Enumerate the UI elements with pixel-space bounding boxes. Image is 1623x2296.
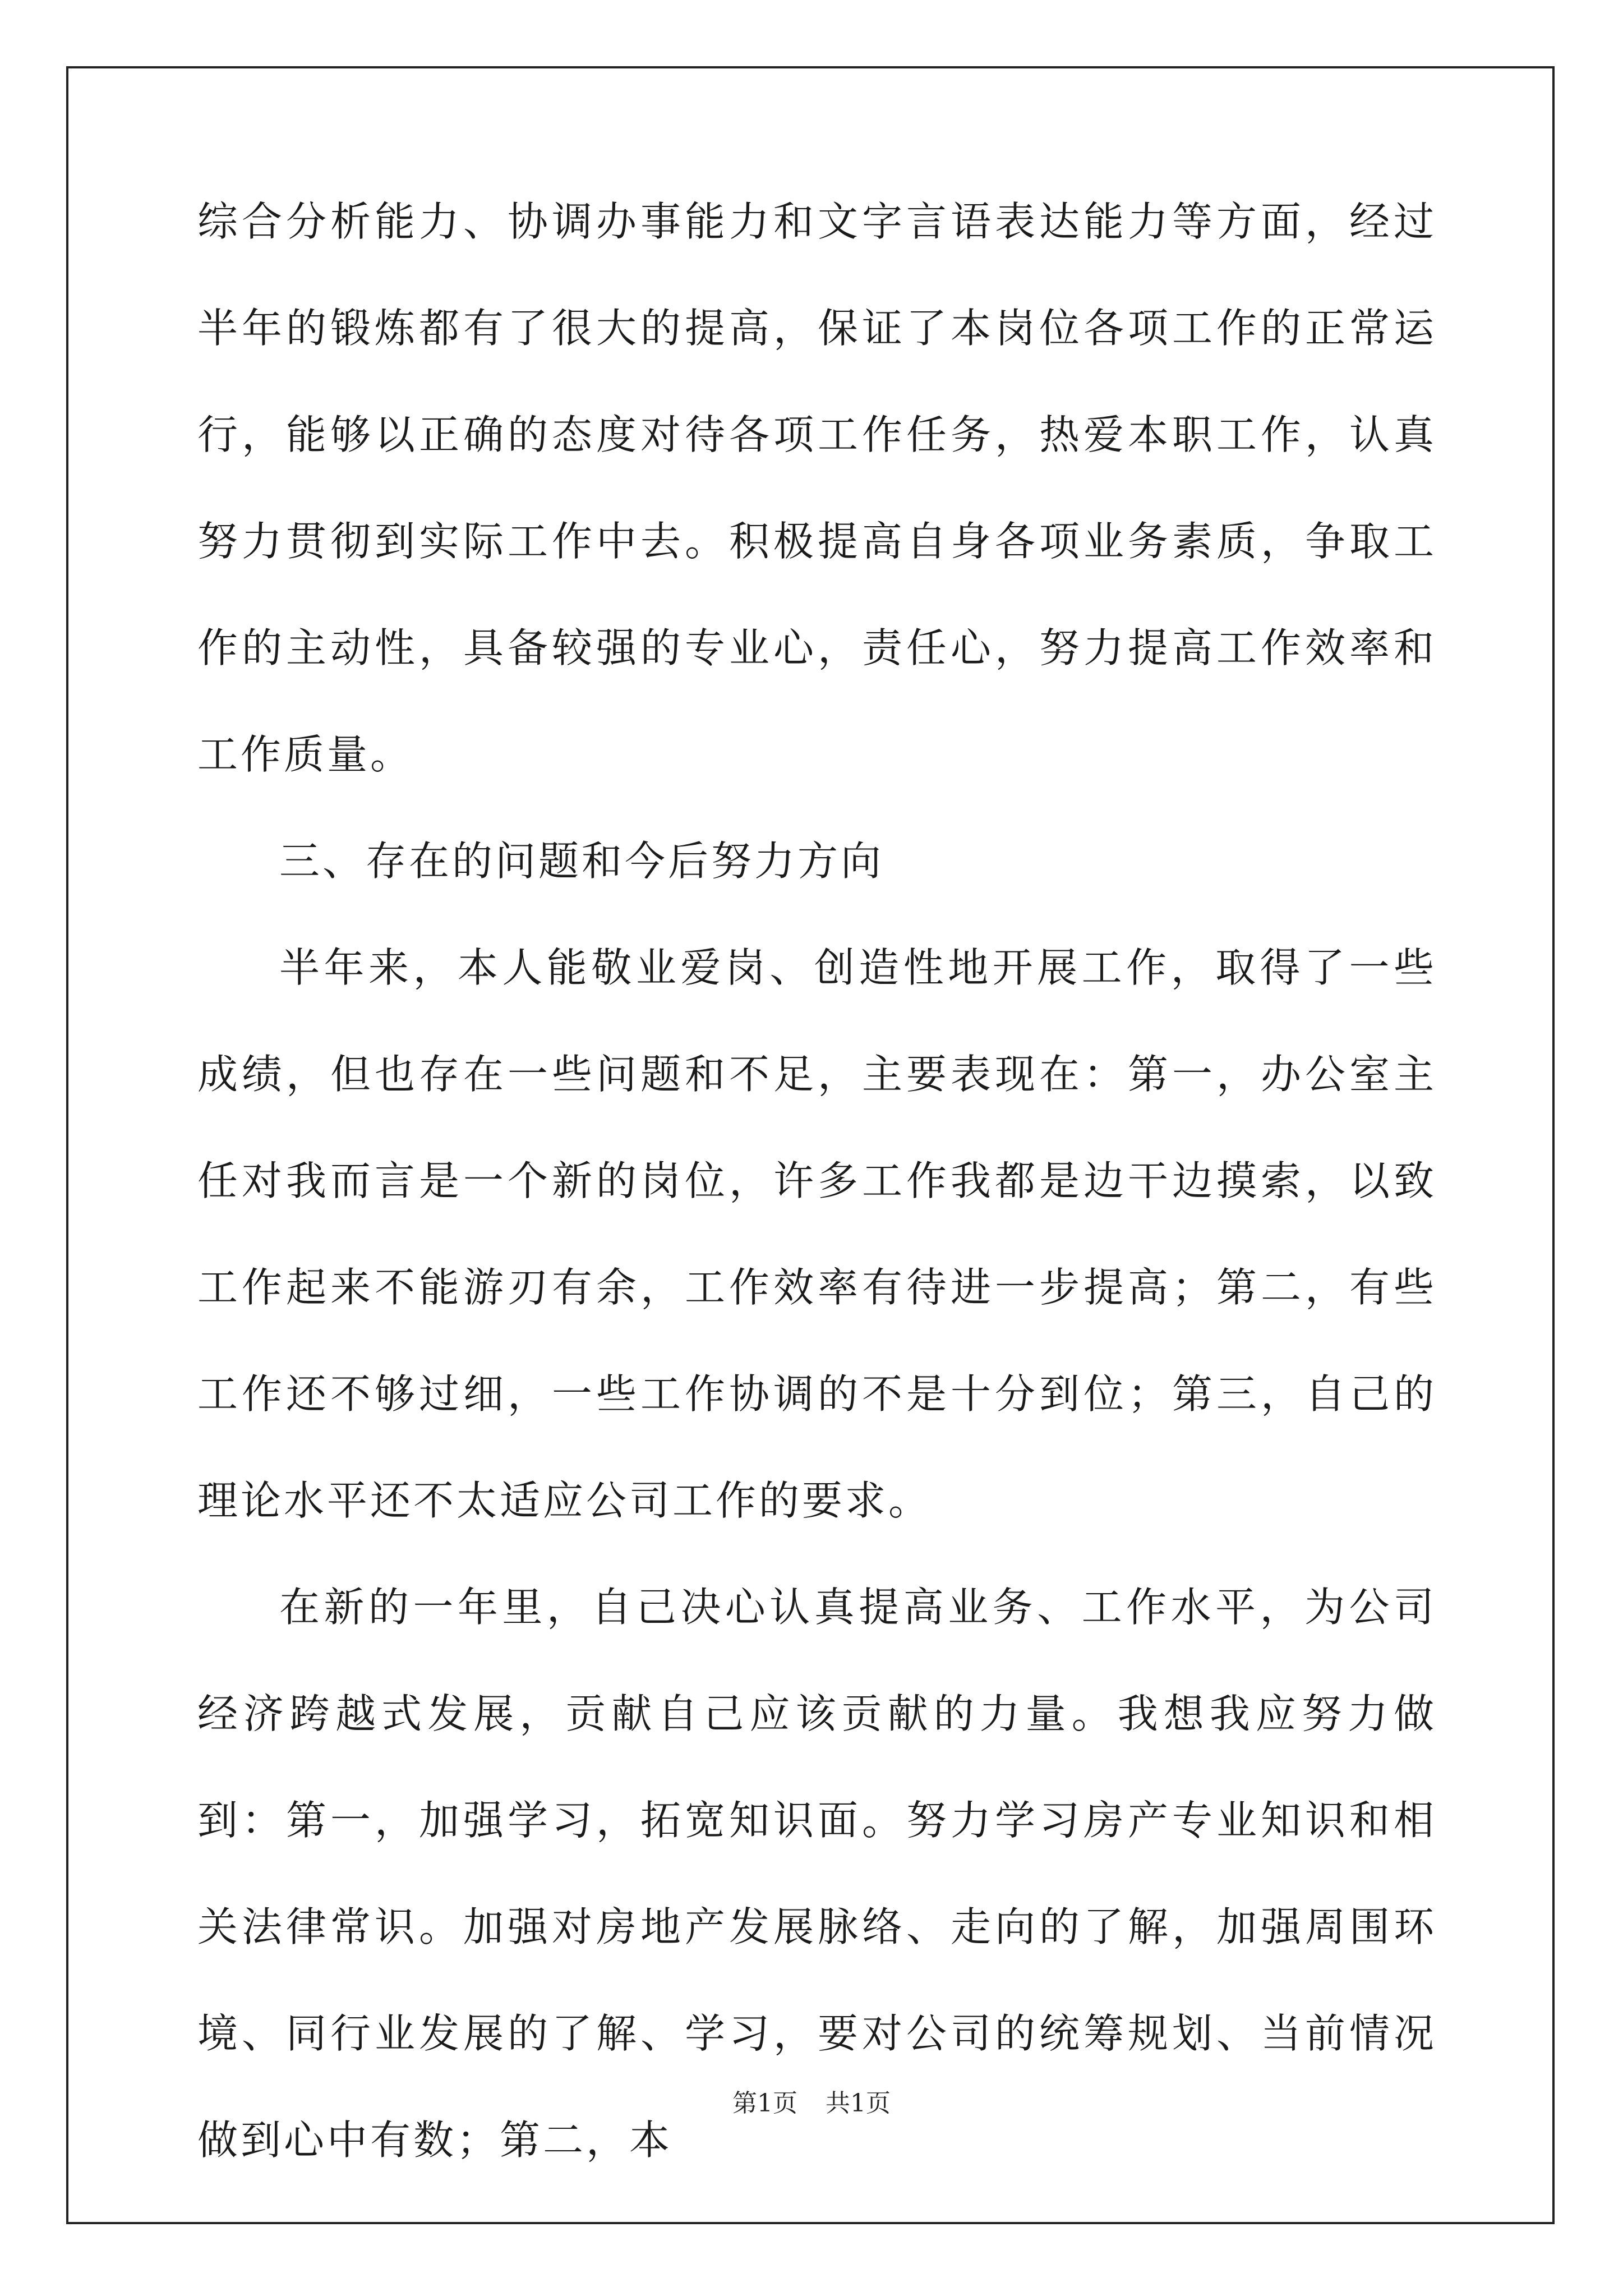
page-footer — [0, 2087, 1623, 2120]
paragraph-2: 半年来，本人能敬业爱岗、创造性地开展工作，取得了一些成绩，但也存在一些问题和不足，主要表现在：第一，办公室主任对我而言是一个新的岗位，许多工作我都是边干边摸索，以致工作起来不能游刃有余，工作效率有待进一步提高；第二，有些工作还不够过细，一些工作协调的不是十分到位；第三，自己的理论水平还不太适应公司工作的要求。 — [197, 944, 1437, 1524]
section-heading: 三、存在的问题和今后努力方向 — [279, 838, 884, 885]
page-number: 第1页 — [732, 2089, 797, 2118]
paragraph-3: 在新的一年里，自己决心认真提高业务、工作水平，为公司经济跨越式发展，贡献自己应该贡献的力量。我想我应努力做到：第一，加强学习，拓宽知识面。努力学习房产专业知识和相关法律常识。加强对房地产发展脉络、走向的了解，加强周围环境、同行业发展的了解、学习，要对公司的统筹规划、当前情况做到心中有数；第二，本 — [197, 1584, 1437, 2164]
document-body — [197, 168, 1437, 2193]
paragraph-1: 综合分析能力、协调办事能力和文字言语表达能力等方面，经过半年的锻炼都有了很大的提高，保证了本岗位各项工作的正常运行，能够以正确的态度对待各项工作任务，热爱本职工作，认真努力贯彻到实际工作中去。积极提高自身各项业务素质，争取工作的主动性，具备较强的专业心，责任心，努力提高工作效率和工作质量。 — [197, 198, 1437, 778]
page-total: 共1页 — [826, 2089, 891, 2118]
